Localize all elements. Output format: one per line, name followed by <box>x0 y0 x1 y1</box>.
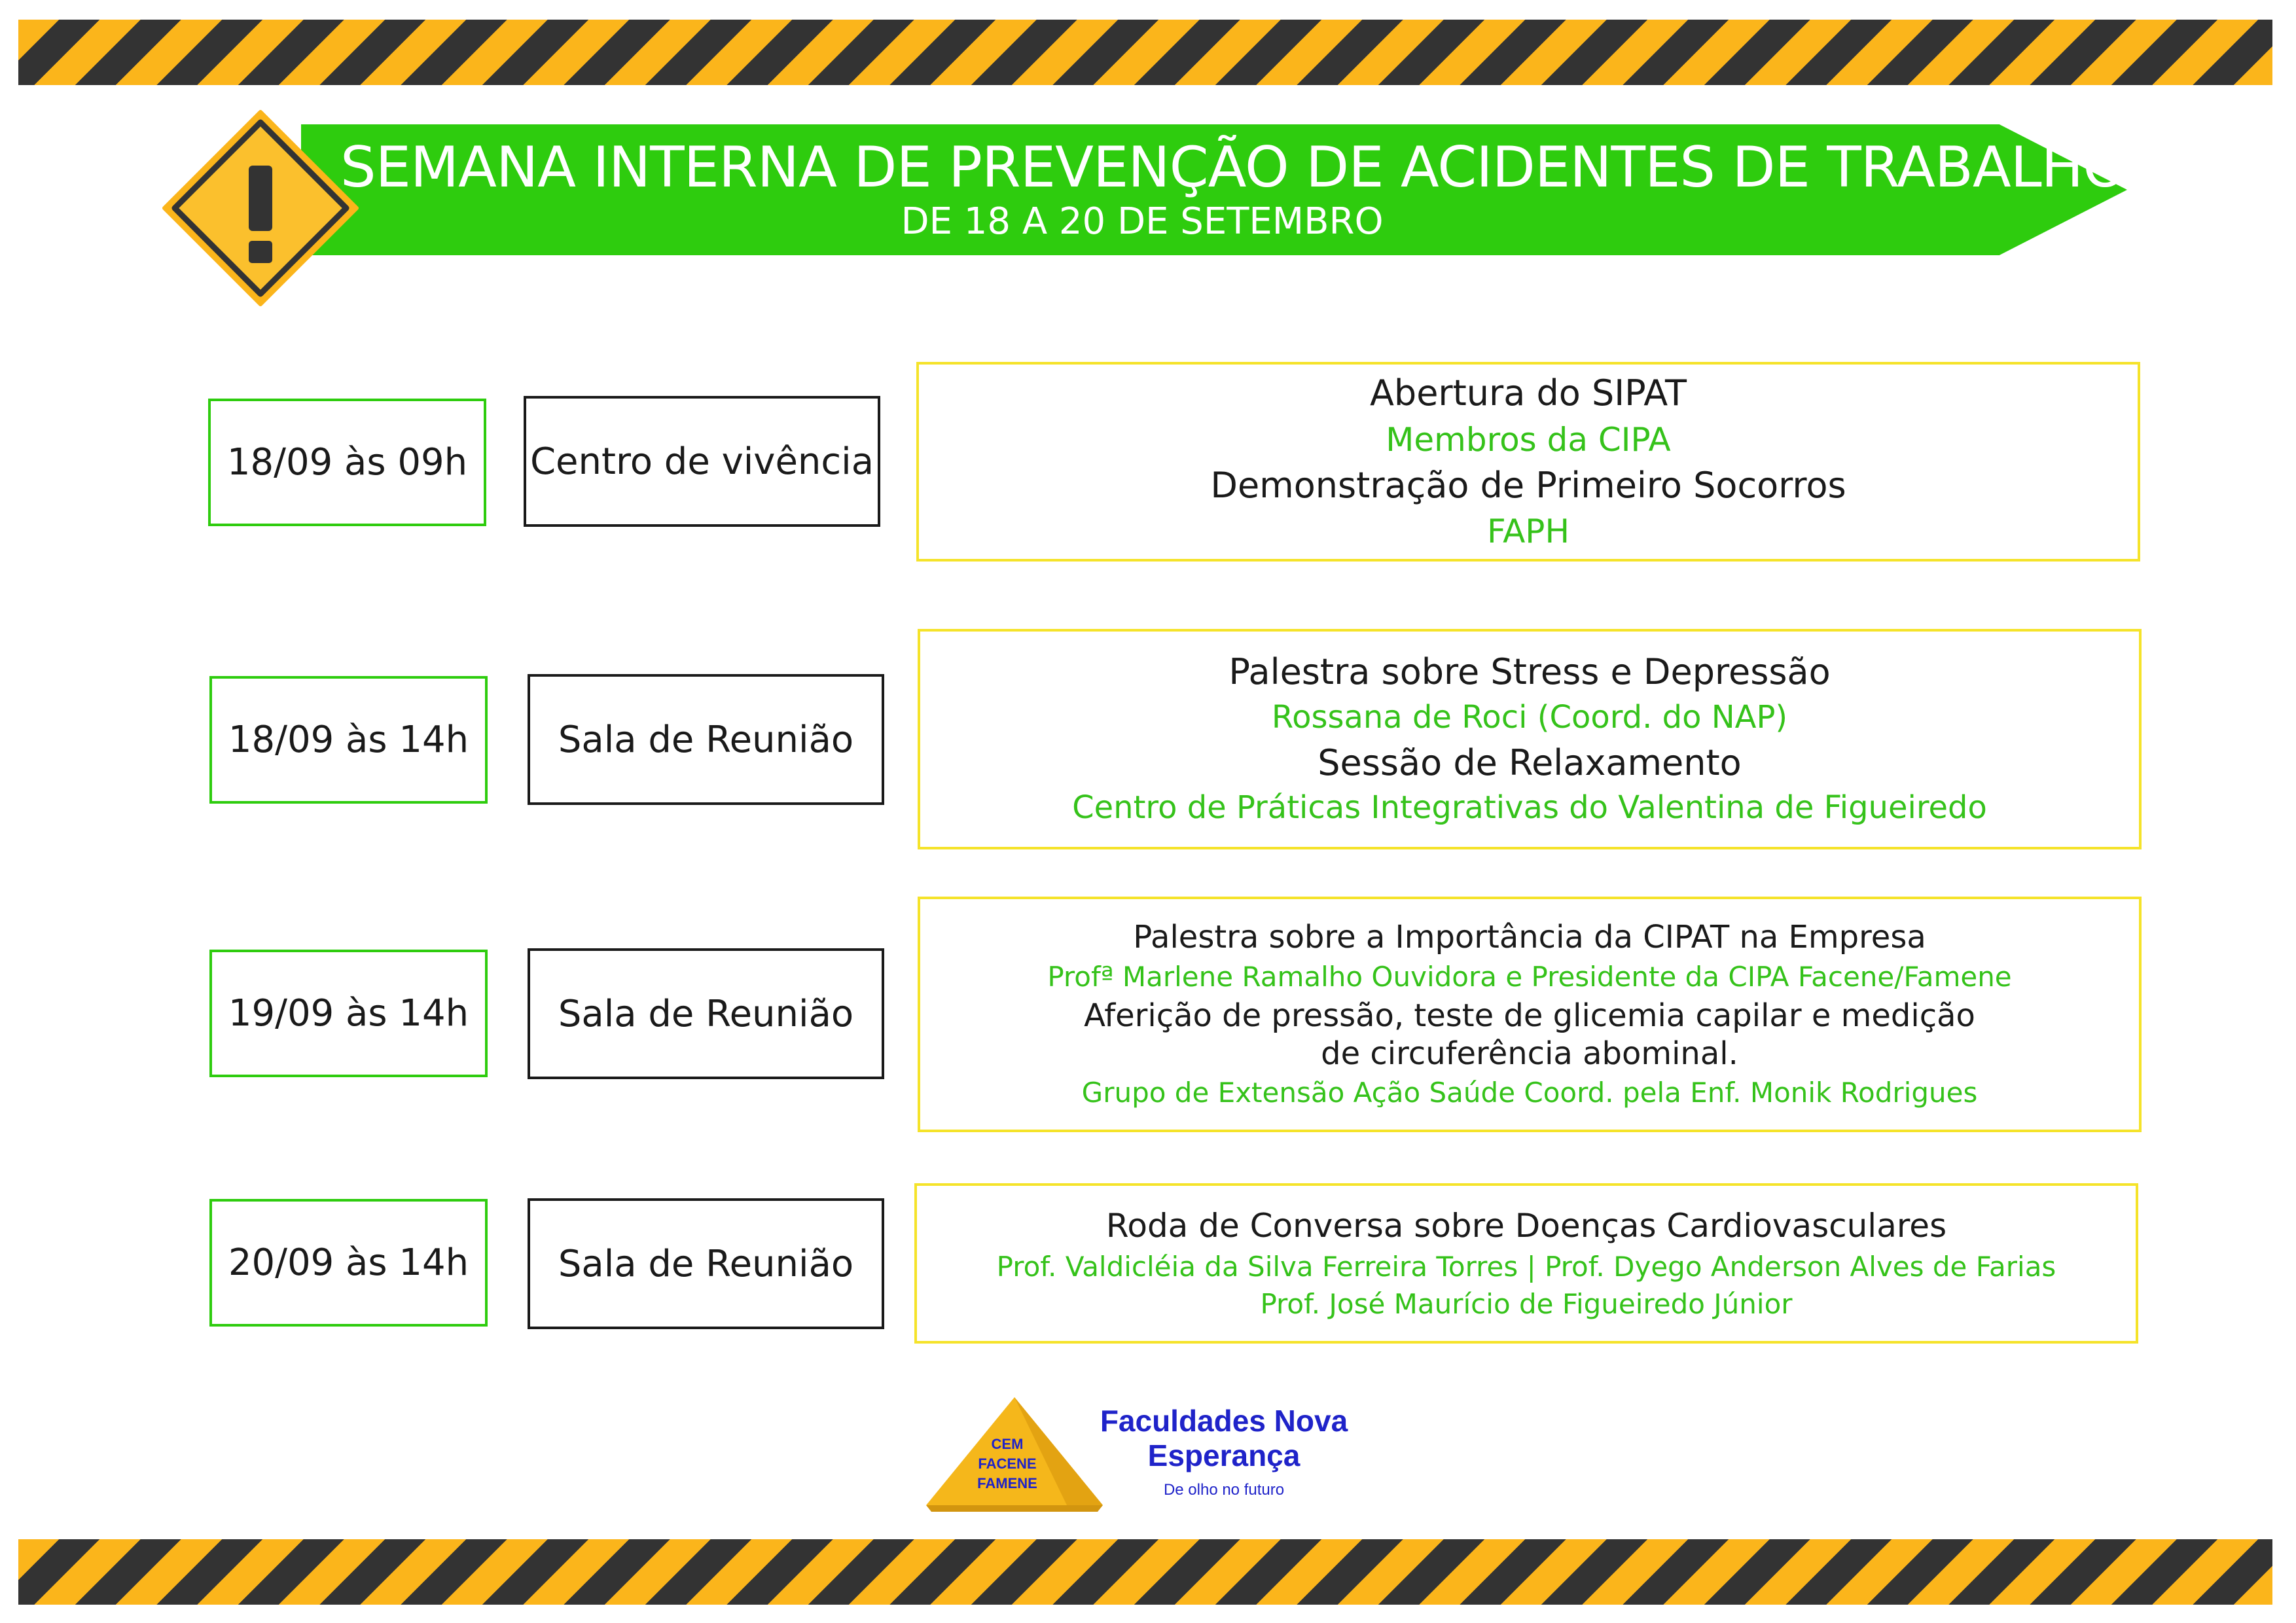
hazard-stripe-top <box>18 20 2272 85</box>
page-subtitle: DE 18 A 20 DE SETEMBRO <box>901 200 1384 243</box>
event-date: 20/09 às 14h <box>209 1199 488 1327</box>
event-date: 18/09 às 14h <box>209 676 488 804</box>
event-presenter: Prof. José Maurício de Figueiredo Júnior <box>1260 1287 1793 1320</box>
institution-tagline: De olho no futuro <box>1163 1481 1285 1499</box>
page-title: SEMANA INTERNA DE PREVENÇÃO DE ACIDENTES DE TRABALHO <box>340 135 2126 200</box>
event-place: Centro de vivência <box>524 396 880 527</box>
hazard-stripe-bottom <box>18 1539 2272 1605</box>
event-title: Abertura do SIPAT <box>1369 372 1687 414</box>
event-presenter: Prof. Valdicléia da Silva Ferreira Torres | Prof. Dyego Anderson Alves de Farias <box>996 1251 2056 1283</box>
event-description <box>914 1183 2138 1344</box>
warning-exclamation-icon <box>159 107 362 310</box>
event-title: Palestra sobre a Importância da CIPAT na Empresa <box>1133 919 1926 956</box>
event-place: Sala de Reunião <box>528 1198 884 1329</box>
event-presenter: Profª Marlene Ramalho Ouvidora e Presidente da CIPA Facene/Famene <box>1047 960 2012 993</box>
logo-pyramid-text: FAMENE <box>977 1475 1037 1491</box>
event-description <box>918 629 2142 849</box>
event-description <box>916 362 2140 562</box>
event-title: Roda de Conversa sobre Doenças Cardiovasculares <box>1105 1207 1947 1245</box>
event-date: 18/09 às 09h <box>208 399 486 526</box>
event-place: Sala de Reunião <box>528 948 884 1079</box>
institution-name <box>1073 1404 1374 1473</box>
institution-name-line2: Esperança <box>1147 1438 1300 1472</box>
event-date: 19/09 às 14h <box>209 950 488 1077</box>
event-description <box>918 897 2142 1132</box>
logo-pyramid-text: FACENE <box>978 1455 1037 1472</box>
logo-pyramid-text: CEM <box>991 1436 1024 1452</box>
event-presenter: Centro de Práticas Integrativas do Valentina de Figueiredo <box>1072 789 1987 827</box>
event-presenter: Grupo de Extensão Ação Saúde Coord. pela Enf. Monik Rodrigues <box>1081 1077 1978 1109</box>
event-activity: Aferição de pressão, teste de glicemia capilar e medição <box>1084 997 1975 1035</box>
event-presenter: Membros da CIPA <box>1386 420 1671 459</box>
event-presenter: Rossana de Roci (Coord. do NAP) <box>1271 698 1788 736</box>
event-presenter: FAPH <box>1486 512 1570 551</box>
event-activity: Demonstração de Primeiro Socorros <box>1210 464 1846 506</box>
institution-name-line1: Faculdades Nova <box>1100 1404 1348 1438</box>
event-place: Sala de Reunião <box>528 674 884 805</box>
event-activity: Sessão de Relaxamento <box>1318 741 1742 783</box>
event-activity: de circuferência abominal. <box>1321 1035 1738 1072</box>
event-title: Palestra sobre Stress e Depressão <box>1229 651 1831 693</box>
